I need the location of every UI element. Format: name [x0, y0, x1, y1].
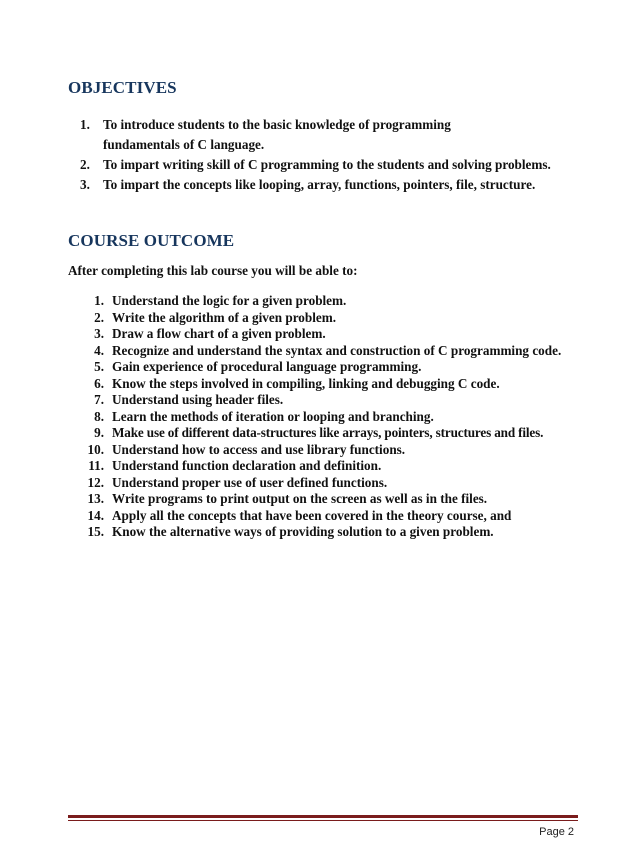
objectives-list — [80, 115, 620, 195]
course-outcome-heading: COURSE OUTCOME — [68, 231, 235, 250]
list-item-text: Understand proper use of user defined functions. — [112, 474, 388, 490]
list-item-number: 7. — [94, 392, 104, 407]
list-item — [80, 155, 620, 175]
list-item — [80, 458, 610, 475]
list-item — [80, 293, 610, 310]
list-item — [80, 475, 610, 492]
list-item — [80, 508, 610, 525]
list-item-text: Gain experience of procedural language programming. — [112, 359, 422, 374]
list-item-text: Write the algorithm of a given problem. — [112, 309, 337, 325]
list-item-text: Understand function declaration and definition. — [112, 458, 382, 473]
list-item-number: 9. — [94, 425, 104, 440]
footer-divider — [68, 815, 578, 818]
list-item-number: 10. — [87, 441, 104, 457]
list-item-number: 4. — [94, 342, 104, 358]
list-item-text: Make use of different data-structures like arrays, pointers, structures and files. — [112, 425, 544, 440]
list-item-number: 3. — [94, 326, 104, 341]
list-item-number: 12. — [87, 474, 104, 490]
list-item — [80, 326, 610, 343]
list-item-text: Understand the logic for a given problem. — [112, 293, 347, 308]
list-item — [80, 359, 610, 376]
page-number: Page 2 — [539, 826, 574, 838]
list-item-number: 3. — [80, 177, 90, 192]
list-item — [80, 425, 610, 442]
list-item — [80, 491, 610, 508]
course-outcome-list — [80, 293, 610, 541]
list-item-text: Learn the methods of iteration or looping and branching. — [112, 408, 434, 424]
list-item-text: Recognize and understand the syntax and construction of C programming code. — [112, 342, 562, 358]
list-item-number: 1. — [80, 117, 90, 132]
list-item-number: 8. — [94, 408, 104, 424]
list-item-number: 11. — [88, 458, 104, 473]
list-item-number: 13. — [87, 491, 104, 506]
list-item — [80, 524, 610, 541]
list-item-text: Know the alternative ways of providing solution to a given problem. — [112, 524, 494, 539]
list-item-text: To impart the concepts like looping, array, functions, pointers, file, structure. — [103, 177, 536, 192]
list-item-number: 5. — [94, 359, 104, 374]
list-item — [80, 115, 620, 155]
list-item — [80, 392, 610, 409]
list-item — [80, 376, 610, 393]
list-item-number: 14. — [87, 507, 104, 523]
list-item — [80, 310, 610, 327]
list-item — [80, 409, 610, 426]
list-item — [80, 343, 610, 360]
list-item-number: 2. — [80, 157, 90, 172]
course-outcome-intro: After completing this lab course you will be able to: — [68, 263, 358, 278]
list-item-text: Write programs to print output on the screen as well as in the files. — [112, 491, 488, 506]
list-item-text: Know the steps involved in compiling, linking and debugging C code. — [112, 375, 500, 391]
list-item-text: To impart writing skill of C programming to the students and solving problems. — [103, 157, 551, 172]
list-item-text: Understand how to access and use library functions. — [112, 441, 406, 457]
list-item-text: Draw a flow chart of a given problem. — [112, 326, 326, 341]
list-item-number: 2. — [94, 309, 104, 325]
list-item — [80, 442, 610, 459]
list-item-text: To introduce students to the basic knowledge of programming fundamentals of C language. — [103, 117, 451, 152]
list-item-number: 1. — [94, 293, 104, 308]
list-item-text: Understand using header files. — [112, 392, 284, 407]
list-item — [80, 175, 620, 195]
objectives-heading: OBJECTIVES — [68, 78, 177, 97]
footer-divider-thin — [68, 820, 578, 821]
list-item-text: Apply all the concepts that have been covered in the theory course, and — [112, 507, 512, 523]
list-item-number: 6. — [94, 375, 104, 391]
list-item-number: 15. — [87, 524, 104, 539]
